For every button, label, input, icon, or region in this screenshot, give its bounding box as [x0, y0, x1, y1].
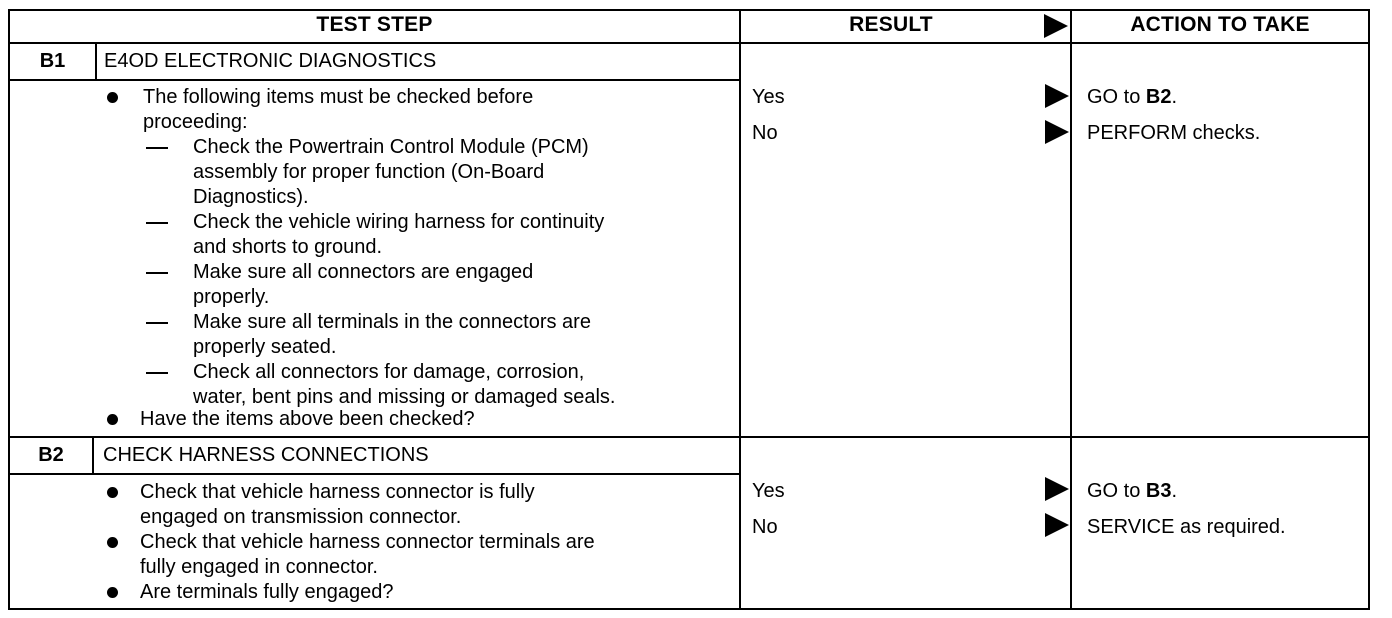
action-suffix: . [1171, 86, 1178, 108]
b2-title-rule [8, 473, 741, 475]
divider-result [739, 9, 741, 610]
action-text: GO to [1087, 86, 1146, 108]
b1-sub-item-2 [193, 210, 604, 260]
arrow-icon [1045, 477, 1069, 501]
bullet-icon [107, 414, 118, 425]
right-border [1368, 9, 1370, 610]
text-line: engaged on transmission connector. [140, 506, 462, 528]
result-header: RESULT [849, 13, 933, 36]
text-line: Diagnostics). [193, 186, 309, 208]
text-line: properly. [193, 286, 270, 308]
action-text: GO to [1087, 480, 1146, 502]
b1-title-rule [8, 79, 741, 81]
b1-bullet-1 [143, 85, 533, 135]
result-yes: Yes [752, 86, 785, 108]
action-suffix: . [1171, 480, 1178, 502]
result-yes: Yes [752, 480, 785, 502]
action-header: ACTION TO TAKE [1130, 13, 1310, 36]
result-no: No [752, 122, 778, 144]
step-title: E4OD ELECTRONIC DIAGNOSTICS [104, 50, 437, 72]
divider-action [1070, 9, 1072, 610]
bullet-icon [107, 537, 118, 548]
step-title: CHECK HARNESS CONNECTIONS [103, 444, 429, 466]
text-line: Check all connectors for damage, corrosion, [193, 361, 585, 383]
b1-sub-item-4 [193, 310, 591, 360]
text-line: Check the Powertrain Control Module (PCM) [193, 136, 589, 158]
result-no: No [752, 516, 778, 538]
arrow-icon [1045, 84, 1069, 108]
arrow-icon [1045, 120, 1069, 144]
b1-question: Have the items above been checked? [140, 408, 475, 430]
text-line: Check the vehicle wiring harness for continuity [193, 211, 605, 233]
text-line: Make sure all connectors are engaged [193, 261, 534, 283]
b2-question: Are terminals fully engaged? [140, 581, 394, 603]
dash-icon [146, 147, 168, 149]
dash-icon [146, 372, 168, 374]
step-separator [8, 436, 1370, 438]
dash-icon [146, 272, 168, 274]
b2-bullet-2 [140, 530, 595, 580]
text-line: water, bent pins and missing or damaged seals. [193, 386, 616, 408]
bullet-icon [107, 92, 118, 103]
text-line: Check that vehicle harness connector is fully [140, 481, 535, 503]
b1-sub-item-5 [193, 360, 615, 410]
test-step-header: TEST STEP [316, 13, 433, 36]
b1-sub-item-3 [193, 260, 533, 310]
step-id: B2 [38, 444, 64, 466]
text-line: proceeding: [143, 111, 248, 133]
top-border [8, 9, 1370, 11]
b2-bullet-1 [140, 480, 535, 530]
bullet-icon [107, 487, 118, 498]
bullet-icon [107, 587, 118, 598]
dash-icon [146, 222, 168, 224]
text-line: Make sure all terminals in the connectors are [193, 311, 591, 333]
action-no: PERFORM checks. [1087, 122, 1261, 144]
text-line: assembly for proper function (On-Board [193, 161, 545, 183]
step-reference: B2 [1145, 86, 1172, 108]
step-id: B1 [39, 50, 66, 72]
action-no: SERVICE as required. [1087, 516, 1286, 538]
b1-id-divider [95, 42, 97, 80]
text-line: properly seated. [193, 336, 337, 358]
bottom-border [8, 608, 1370, 610]
header-rule [8, 42, 1370, 44]
text-line: The following items must be checked before [143, 86, 534, 108]
text-line: Check that vehicle harness connector terminals are [140, 531, 595, 553]
b1-sub-item-1 [193, 135, 589, 210]
left-border [8, 9, 10, 610]
arrow-icon [1045, 513, 1069, 537]
text-line: and shorts to ground. [193, 236, 383, 258]
step-reference: B3 [1145, 480, 1172, 502]
dash-icon [146, 322, 168, 324]
header-arrow-icon [1044, 14, 1068, 38]
action-yes [1087, 84, 1177, 110]
text-line: fully engaged in connector. [140, 556, 378, 578]
action-yes [1087, 478, 1177, 504]
b2-id-divider [92, 436, 94, 474]
